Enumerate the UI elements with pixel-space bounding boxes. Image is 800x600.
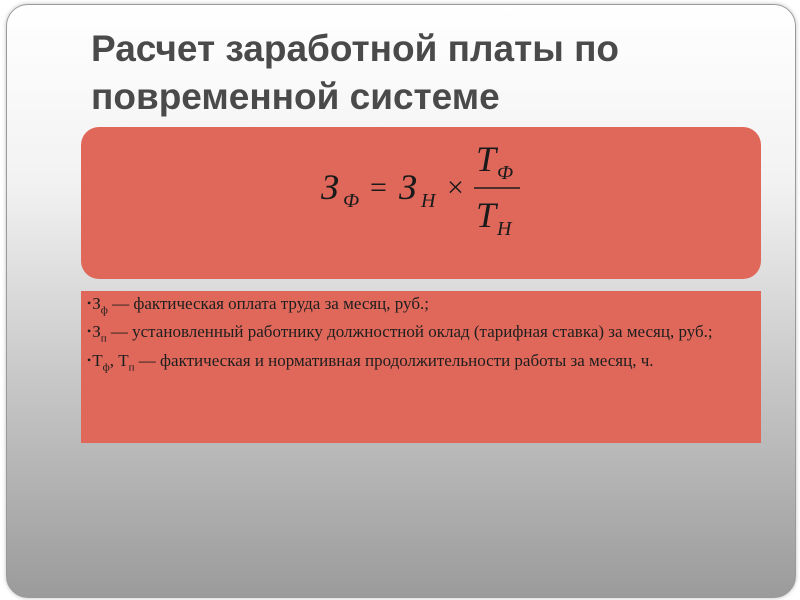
formula-numerator-sub: Ф bbox=[497, 162, 514, 184]
formula-box bbox=[81, 127, 761, 279]
slide bbox=[6, 4, 796, 598]
definition-symbol: З bbox=[92, 294, 101, 313]
formula-numerator: Т bbox=[476, 139, 497, 179]
formula-equals: = bbox=[370, 171, 387, 204]
definition-text: — фактическая и нормативная продолжительности работы за месяц, ч. bbox=[134, 350, 654, 370]
formula-times: × bbox=[447, 171, 464, 204]
definitions-box bbox=[81, 291, 761, 443]
definition-item bbox=[87, 295, 751, 319]
definition-text: — установленный работнику должностной оклад (тарифная ставка) за месяц, руб.; bbox=[106, 322, 713, 342]
definition-symbol: Т bbox=[92, 350, 103, 370]
definition-item bbox=[87, 352, 751, 376]
slide-title: Расчет заработной платы по повременной системе bbox=[91, 28, 620, 117]
definition-symbol-2: , Т bbox=[109, 350, 129, 370]
definition-subscript: ф bbox=[100, 304, 108, 317]
definition-subscript: п bbox=[100, 332, 107, 345]
formula-lhs-sub: Ф bbox=[343, 190, 360, 212]
definitions-list bbox=[81, 291, 761, 376]
bullet-icon: • bbox=[87, 352, 92, 367]
formula-lhs: З bbox=[321, 167, 339, 207]
definition-symbol: З bbox=[92, 322, 101, 342]
definition-subscript: ф bbox=[102, 361, 110, 374]
bullet-icon: • bbox=[87, 296, 92, 310]
definition-subscript-2: п bbox=[128, 361, 135, 374]
formula bbox=[81, 127, 761, 279]
formula-rhs-sub: Н bbox=[421, 190, 436, 212]
formula-denominator-sub: Н bbox=[497, 218, 512, 240]
formula-rhs: З bbox=[399, 167, 417, 207]
definition-item bbox=[87, 323, 751, 347]
bullet-icon: • bbox=[87, 324, 92, 339]
definition-text: — фактическая оплата труда за месяц, руб.; bbox=[107, 294, 429, 313]
formula-denominator: Т bbox=[476, 195, 497, 235]
